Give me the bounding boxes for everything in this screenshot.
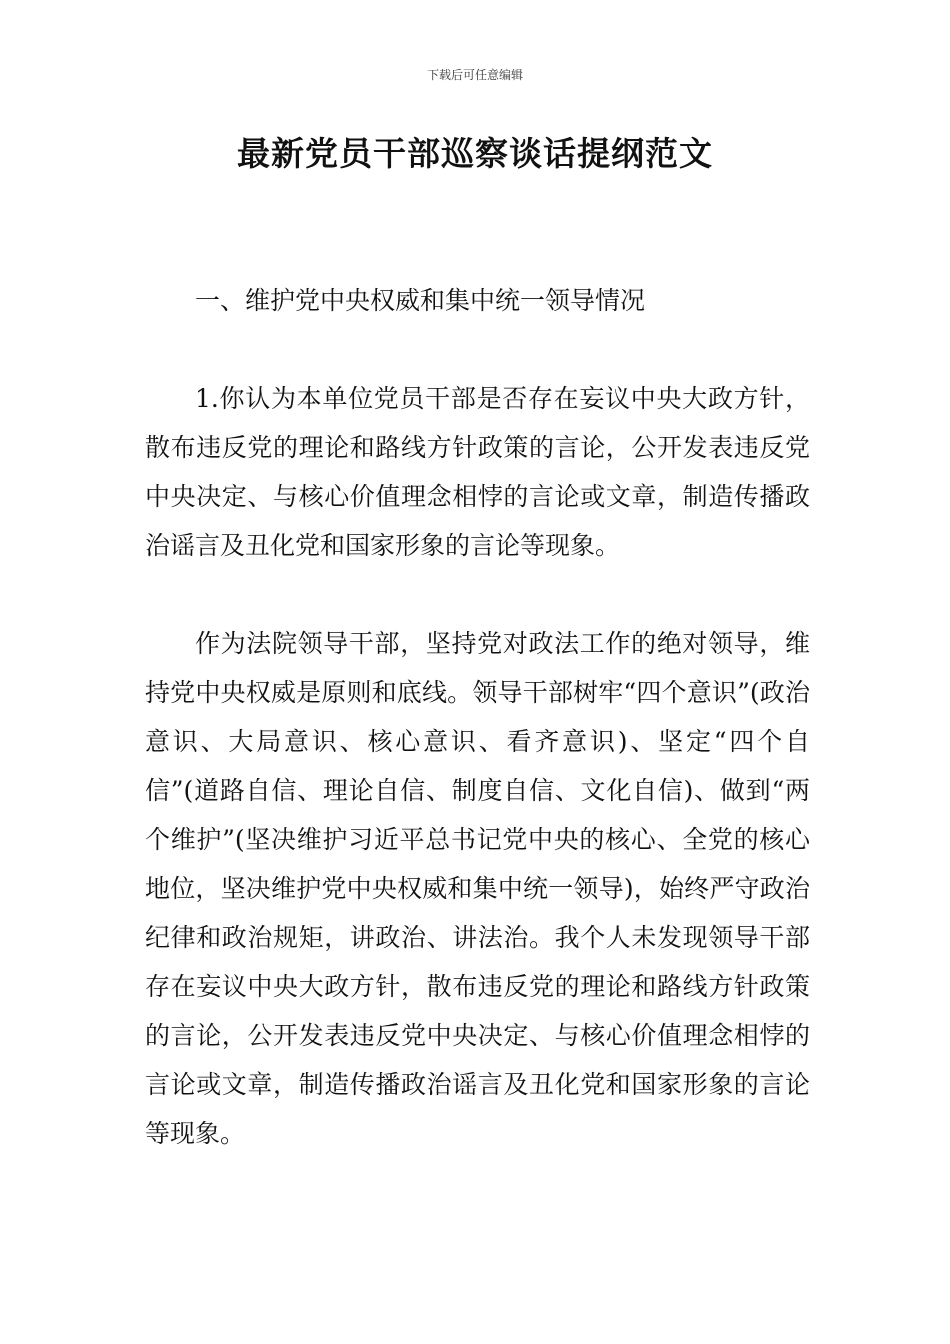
header-note: 下载后可任意编辑 bbox=[426, 68, 523, 82]
question-paragraph: 1.你认为本单位党员干部是否存在妄议中央大政方针，散布违反党的理论和路线方针政策的言论，公开发表违反党中央决定、与核心价值理念相悖的言论或文章，制造传播政治谣言及丑化党和国家形象的言论等现象。 bbox=[145, 384, 810, 560]
section-heading: 一、维护党中央权威和集中统一领导情况 bbox=[195, 286, 646, 315]
answer-paragraph: 作为法院领导干部，坚持党对政法工作的绝对领导，维持党中央权威是原则和底线。领导干部树牢“四个意识”(政治意识、大局意识、核心意识、看齐意识)、坚定“四个自信”(道路自信、理论自信、制度自信、文化自信)、做到“两个维护”(坚决维护习近平总书记党中央的核心、全党的核心地位，坚决维护党中央权威和集中统一领导)，始终严守政治纪律和政治规矩，讲政治、讲法治。我个人未发现领导干部存在妄议中央大政方针，散布违反党的理论和路线方针政策的言论，公开发表违反党中央决定、与核心价值理念相悖的言论或文章，制造传播政治谣言及丑化党和国家形象的言论等现象。 bbox=[145, 629, 810, 1148]
document-title: 最新党员干部巡察谈话提纲范文 bbox=[237, 134, 713, 173]
document-body bbox=[145, 276, 810, 1158]
